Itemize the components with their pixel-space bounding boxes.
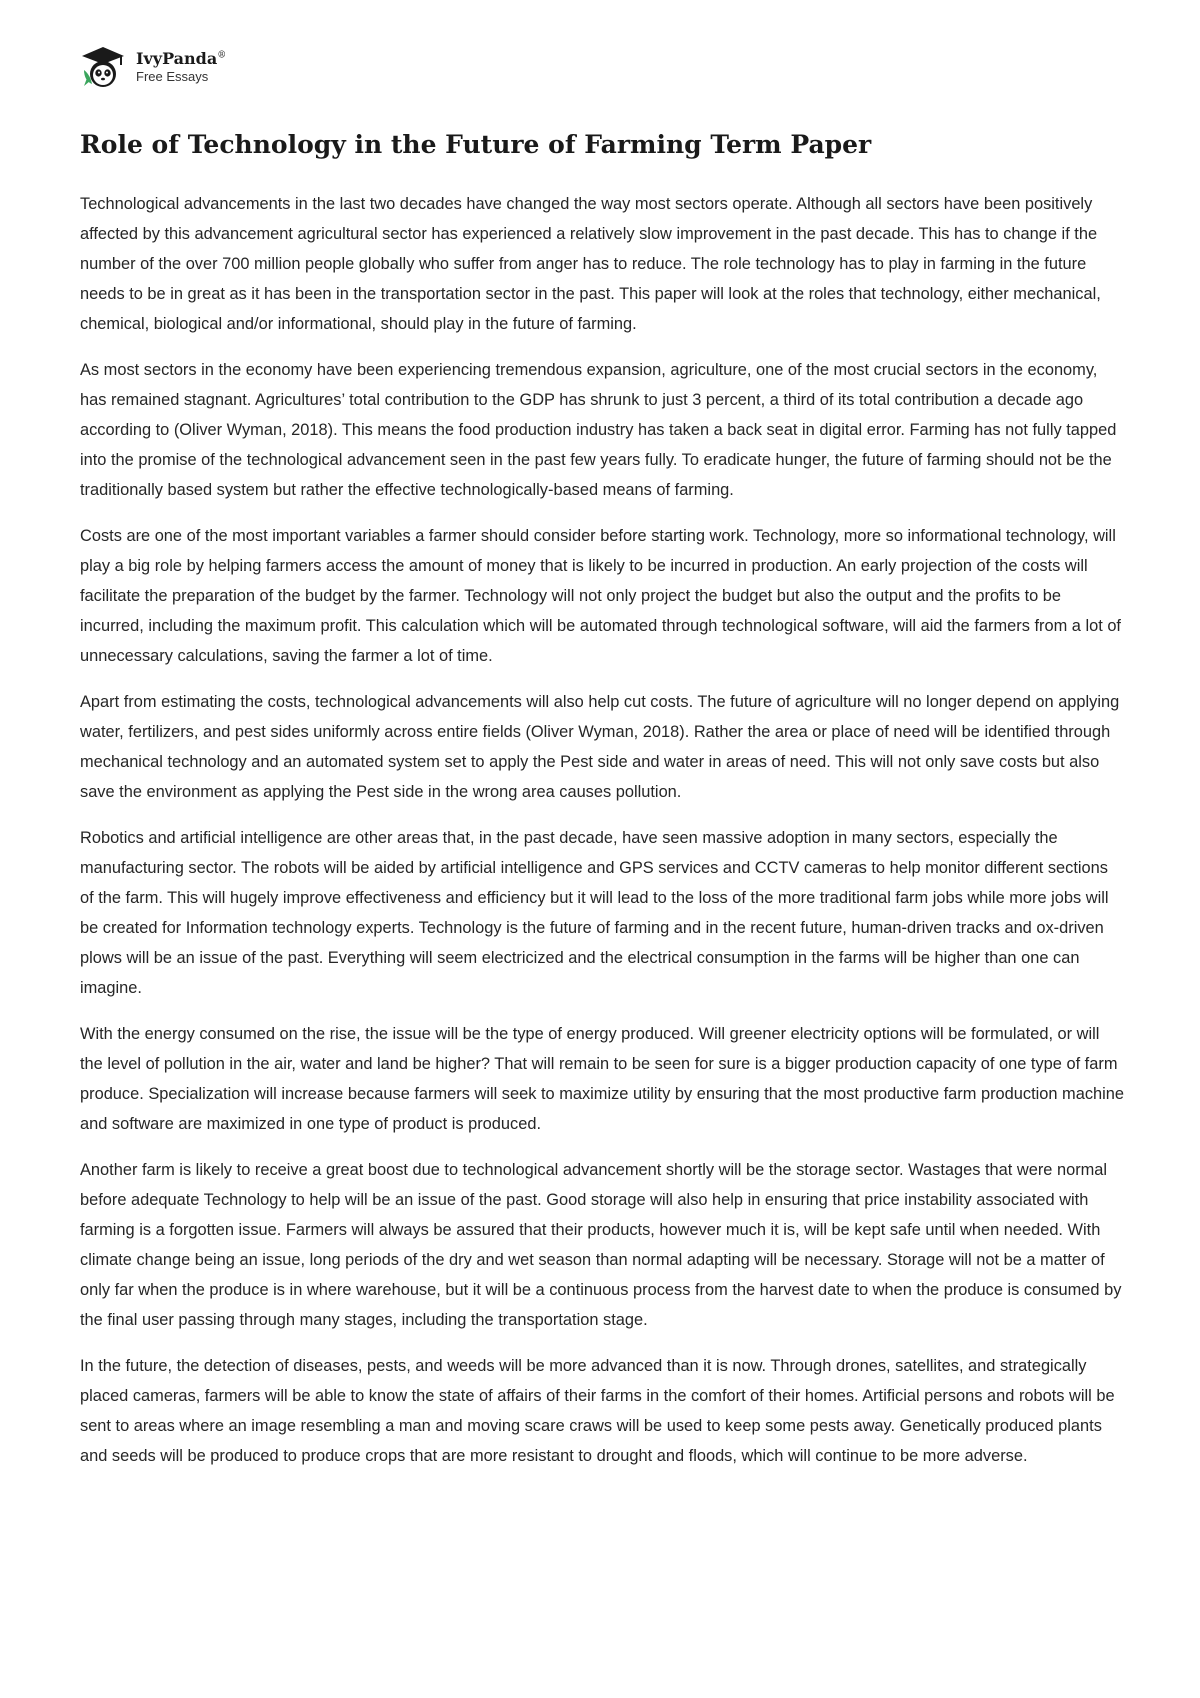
paragraph: Apart from estimating the costs, technological advancements will also help cut costs. The future of agriculture will no longer depend on applying water, fertilizers, and pest sides uniformly across entire fields (Oliver Wyman, 2018). Rather the area or place of need will be identified through mechanical technology and an automated system set to apply the Pest side and water in areas of need. This will not only save costs but also save the environment as applying the Pest side in the wrong area causes pollution. <box>80 693 1120 801</box>
paragraph: Technological advancements in the last two decades have changed the way most sectors operate. Although all sectors have been positively affected by this advancement agricultural sector has experienced a relatively slow improvement in the past decade. This has to change if the number of the over 700 million people globally who suffer from anger has to reduce. The role technology has to play in farming in the future needs to be in great as it has been in the transportation sector in the past. This paper will look at the roles that technology, either mechanical, chemical, biological and/or informational, should play in the future of farming. <box>80 195 1101 333</box>
paragraph: With the energy consumed on the rise, the issue will be the type of energy produced. Will greener electricity options will be formulated, or will the level of pollution in the air, water and land be higher? That will remain to be seen for sure is a bigger production capacity of one type of farm produce. Specialization will increase because farmers will seek to maximize utility by ensuring that the most productive farm production machine and software are maximized in one type of product is produced. <box>80 1025 1125 1133</box>
site-header <box>80 44 226 90</box>
paragraph: Costs are one of the most important variables a farmer should consider before starting work. Technology, more so informational technology, will play a big role by helping farmers access the amount of money that is likely to be incurred in production. An early projection of the costs will facilitate the preparation of the budget by the farmer. Technology will not only project the budget but also the output and the profits to be incurred, including the maximum profit. This calculation which will be automated through technological software, will aid the farmers from a lot of unnecessary calculations, saving the farmer a lot of time. <box>80 527 1121 665</box>
paragraph: Robotics and artificial intelligence are other areas that, in the past decade, have seen massive adoption in many sectors, especially the manufacturing sector. The robots will be aided by artificial intelligence and GPS services and CCTV cameras to help monitor different sections of the farm. This will hugely improve effectiveness and efficiency but it will lead to the loss of the more traditional farm jobs while more jobs will be created for Information technology experts. Technology is the future of farming and in the recent future, human-driven tracks and ox-driven plows will be an issue of the past. Everything will seem electricized and the electrical consumption in the farms will be higher than one can imagine. <box>80 829 1109 997</box>
paragraph: As most sectors in the economy have been experiencing tremendous expansion, agriculture, one of the most crucial sectors in the economy, has remained stagnant. Agricultures’ total contribution to the GDP has shrunk to just 3 percent, a third of its total contribution a decade ago according to (Oliver Wyman, 2018). This means the food production industry has taken a back seat in digital error. Farming has not fully tapped into the promise of the technological advancement seen in the past few years fully. To eradicate hunger, the future of farming should not be the traditionally based system but rather the effective technologically-based means of farming. <box>80 361 1117 499</box>
ivypanda-logo-icon[interactable] <box>80 44 126 90</box>
essay-body <box>80 189 1126 1487</box>
brand-name[interactable] <box>136 50 226 68</box>
paragraph: In the future, the detection of diseases, pests, and weeds will be more advanced than it is now. Through drones, satellites, and strategically placed cameras, farmers will be able to know the state of affairs of their farms in the comfort of their homes. Artificial persons and robots will be sent to areas where an image resembling a man and moving scare craws will be used to keep some pests away. Genetically produced plants and seeds will be produced to produce crops that are more resistant to drought and floods, which will continue to be more adverse. <box>80 1357 1115 1465</box>
brand-text <box>136 50 226 84</box>
page-title: Role of Technology in the Future of Farming Term Paper <box>80 130 872 159</box>
brand-subtitle: Free Essays <box>136 68 209 84</box>
paragraph: Another farm is likely to receive a great boost due to technological advancement shortly will be the storage sector. Wastages that were normal before adequate Technology to help will be an issue of the past. Good storage will also help in ensuring that price instability associated with farming is a forgotten issue. Farmers will always be assured that their products, however much it is, will be kept safe until when needed. With climate change being an issue, long periods of the dry and wet season than normal adapting will be necessary. Storage will not be a matter of only far when the produce is in where warehouse, but it will be a continuous process from the harvest date to when the produce is consumed by the final user passing through many stages, including the transportation stage. <box>80 1161 1122 1329</box>
brand-name-text: IvyPanda <box>136 49 218 69</box>
registered-mark: ® <box>217 50 227 61</box>
